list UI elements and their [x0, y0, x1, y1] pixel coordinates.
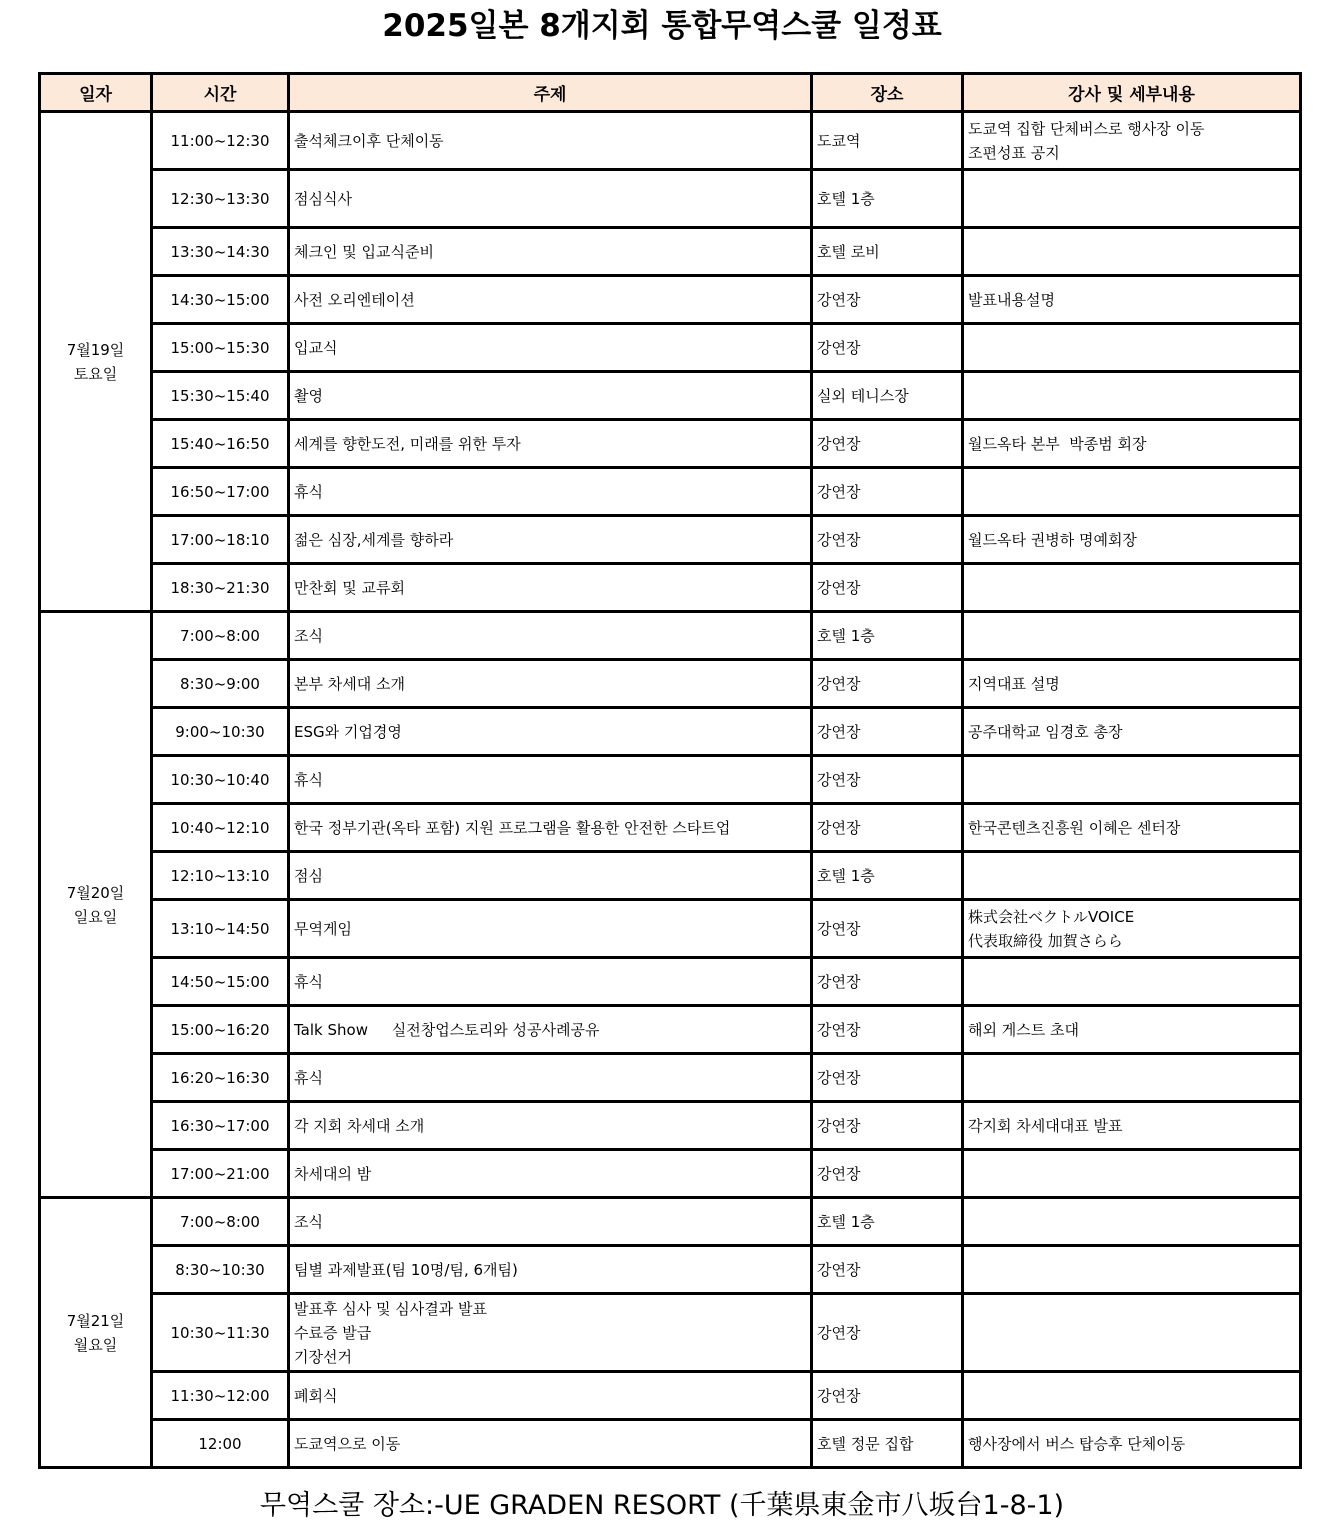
place-cell: 도쿄역 [812, 112, 963, 170]
table-row [40, 1102, 1301, 1150]
topic-text: 입교식 [294, 338, 338, 357]
topic-cell [289, 1198, 812, 1246]
place-cell: 호텔 1층 [812, 1198, 963, 1246]
date-cell [40, 612, 152, 1198]
detail-text: 공주대학교 임경호 총장 [968, 722, 1123, 741]
place-cell: 강연장 [812, 660, 963, 708]
place-cell: 강연장 [812, 276, 963, 324]
table-row [40, 804, 1301, 852]
table-row [40, 612, 1301, 660]
table-row [40, 468, 1301, 516]
place-cell: 강연장 [812, 1102, 963, 1150]
detail-cell [963, 228, 1301, 276]
detail-cell [963, 852, 1301, 900]
header-row [40, 74, 1301, 112]
topic-cell [289, 1054, 812, 1102]
detail-cell [963, 612, 1301, 660]
topic-cell [289, 276, 812, 324]
detail-text: 도쿄역 집합 단체버스로 행사장 이동 [968, 119, 1205, 138]
table-row [40, 1198, 1301, 1246]
table-row [40, 1246, 1301, 1294]
topic-text: 본부 차세대 소개 [294, 674, 405, 693]
topic-cell [289, 1246, 812, 1294]
place-cell: 강연장 [812, 1294, 963, 1372]
detail-cell [963, 1420, 1301, 1468]
time-cell: 15:30~15:40 [152, 372, 289, 420]
place-cell: 호텔 1층 [812, 852, 963, 900]
place-cell: 호텔 로비 [812, 228, 963, 276]
table-row [40, 564, 1301, 612]
venue-footer: 무역스쿨 장소:-UE GRADEN RESORT (千葉県東金市八坂台1-8-1) [259, 1490, 1065, 1521]
time-cell: 10:40~12:10 [152, 804, 289, 852]
time-cell: 11:30~12:00 [152, 1372, 289, 1420]
topic-cell [289, 228, 812, 276]
topic-cell [289, 1102, 812, 1150]
detail-cell [963, 372, 1301, 420]
place-cell: 강연장 [812, 564, 963, 612]
topic-cell [289, 708, 812, 756]
page-title: 2025일본 8개지회 통합무역스쿨 일정표 [382, 8, 942, 44]
topic-text: 조식 [294, 626, 323, 645]
detail-text: 한국콘텐츠진흥원 이혜은 센터장 [968, 818, 1181, 837]
topic-text: 출석체크이후 단체이동 [294, 131, 444, 150]
detail-cell [963, 804, 1301, 852]
place-cell: 강연장 [812, 468, 963, 516]
detail-cell [963, 112, 1301, 170]
header-speaker: 강사 및 세부내용 [963, 74, 1301, 112]
header-topic: 주제 [289, 74, 812, 112]
topic-text: Talk Show 실전창업스토리와 성공사례공유 [294, 1020, 600, 1039]
detail-cell [963, 1198, 1301, 1246]
time-cell: 8:30~9:00 [152, 660, 289, 708]
table-row [40, 228, 1301, 276]
date-cell [40, 112, 152, 612]
time-cell: 10:30~10:40 [152, 756, 289, 804]
detail-cell [963, 516, 1301, 564]
topic-text: 휴식 [294, 1068, 323, 1087]
topic-text: 사전 오리엔테이션 [294, 290, 415, 309]
detail-cell [963, 420, 1301, 468]
time-cell: 15:40~16:50 [152, 420, 289, 468]
date-label: 7월21일 [66, 1311, 125, 1330]
topic-cell [289, 564, 812, 612]
place-cell: 강연장 [812, 516, 963, 564]
time-cell: 12:30~13:30 [152, 170, 289, 228]
detail-cell [963, 1246, 1301, 1294]
time-cell: 11:00~12:30 [152, 112, 289, 170]
table-row [40, 420, 1301, 468]
place-cell: 강연장 [812, 804, 963, 852]
topic-text: 도쿄역으로 이동 [294, 1434, 401, 1453]
detail-text: 월드옥타 권병하 명예회장 [968, 530, 1137, 549]
place-cell: 강연장 [812, 900, 963, 958]
place-cell: 실외 테니스장 [812, 372, 963, 420]
detail-cell [963, 468, 1301, 516]
table-row [40, 1054, 1301, 1102]
detail-cell [963, 564, 1301, 612]
detail-cell [963, 958, 1301, 1006]
table-row [40, 372, 1301, 420]
detail-cell [963, 900, 1301, 958]
time-cell: 17:00~21:00 [152, 1150, 289, 1198]
topic-cell [289, 170, 812, 228]
topic-cell [289, 112, 812, 170]
topic-cell [289, 1372, 812, 1420]
place-cell: 강연장 [812, 324, 963, 372]
topic-text: 체크인 및 입교식준비 [294, 242, 434, 261]
detail-text: 행사장에서 버스 탑승후 단체이동 [968, 1434, 1186, 1453]
topic-cell [289, 324, 812, 372]
time-cell: 15:00~15:30 [152, 324, 289, 372]
time-cell: 12:00 [152, 1420, 289, 1468]
place-cell: 강연장 [812, 756, 963, 804]
time-cell: 9:00~10:30 [152, 708, 289, 756]
detail-cell [963, 1294, 1301, 1372]
topic-text: 젊은 심장,세계를 향하라 [294, 530, 454, 549]
date-label: 7월20일 [66, 883, 125, 902]
topic-text: 촬영 [294, 386, 323, 405]
topic-text: 팀별 과제발표(팀 10명/팀, 6개팀) [294, 1260, 518, 1279]
table-row [40, 1420, 1301, 1468]
topic-text: 세계를 향한도전, 미래를 위한 투자 [294, 434, 521, 453]
place-cell: 강연장 [812, 1246, 963, 1294]
detail-text: 조편성표 공지 [968, 143, 1060, 162]
time-cell: 14:50~15:00 [152, 958, 289, 1006]
place-cell: 호텔 1층 [812, 170, 963, 228]
date-label: 7월19일 [66, 340, 125, 359]
schedule-table [38, 72, 1302, 1469]
table-row [40, 276, 1301, 324]
topic-cell [289, 1006, 812, 1054]
time-cell: 18:30~21:30 [152, 564, 289, 612]
topic-cell [289, 420, 812, 468]
topic-text: 폐회식 [294, 1386, 338, 1405]
time-cell: 7:00~8:00 [152, 1198, 289, 1246]
detail-text: 지역대표 설명 [968, 674, 1060, 693]
detail-text: 株式会社ベクトルVOICE [968, 907, 1135, 926]
topic-text: 만찬회 및 교류회 [294, 578, 405, 597]
detail-cell [963, 756, 1301, 804]
detail-cell [963, 708, 1301, 756]
time-cell: 7:00~8:00 [152, 612, 289, 660]
detail-cell [963, 1102, 1301, 1150]
topic-cell [289, 756, 812, 804]
topic-text: 휴식 [294, 972, 323, 991]
detail-cell [963, 170, 1301, 228]
topic-text: 조식 [294, 1212, 323, 1231]
detail-cell [963, 1054, 1301, 1102]
table-row [40, 324, 1301, 372]
place-cell: 강연장 [812, 1150, 963, 1198]
topic-cell [289, 660, 812, 708]
table-row [40, 958, 1301, 1006]
time-cell: 12:10~13:10 [152, 852, 289, 900]
detail-cell [963, 1150, 1301, 1198]
time-cell: 14:30~15:00 [152, 276, 289, 324]
time-cell: 13:30~14:30 [152, 228, 289, 276]
place-cell: 강연장 [812, 1054, 963, 1102]
time-cell: 17:00~18:10 [152, 516, 289, 564]
detail-text: 代表取締役 加賀さらら [968, 931, 1123, 950]
table-row [40, 756, 1301, 804]
detail-text: 발표내용설명 [968, 290, 1055, 309]
topic-cell [289, 900, 812, 958]
weekday-label: 월요일 [73, 1335, 118, 1354]
topic-text: 점심 [294, 866, 323, 885]
topic-text: 각 지회 차세대 소개 [294, 1116, 425, 1135]
detail-text: 해외 게스트 초대 [968, 1020, 1079, 1039]
place-cell: 강연장 [812, 420, 963, 468]
weekday-label: 토요일 [73, 364, 118, 383]
header-time: 시간 [152, 74, 289, 112]
schedule-body [40, 112, 1301, 1468]
topic-text: 차세대의 밤 [294, 1164, 372, 1183]
topic-cell [289, 958, 812, 1006]
detail-cell [963, 276, 1301, 324]
detail-cell [963, 1006, 1301, 1054]
topic-cell [289, 1420, 812, 1468]
place-cell: 호텔 정문 집합 [812, 1420, 963, 1468]
topic-cell [289, 852, 812, 900]
topic-text: 점심식사 [294, 189, 352, 208]
topic-text: 무역게임 [294, 919, 352, 938]
table-row [40, 1372, 1301, 1420]
topic-cell [289, 372, 812, 420]
time-cell: 10:30~11:30 [152, 1294, 289, 1372]
topic-cell [289, 804, 812, 852]
table-row [40, 660, 1301, 708]
topic-cell [289, 468, 812, 516]
detail-text: 월드옥타 본부 박종범 회장 [968, 434, 1147, 453]
table-row [40, 112, 1301, 170]
place-cell: 호텔 1층 [812, 612, 963, 660]
place-cell: 강연장 [812, 958, 963, 1006]
table-row [40, 516, 1301, 564]
time-cell: 13:10~14:50 [152, 900, 289, 958]
table-row [40, 1294, 1301, 1372]
detail-cell [963, 660, 1301, 708]
detail-cell [963, 1372, 1301, 1420]
table-row [40, 1006, 1301, 1054]
time-cell: 16:20~16:30 [152, 1054, 289, 1102]
time-cell: 16:50~17:00 [152, 468, 289, 516]
topic-cell [289, 516, 812, 564]
topic-cell [289, 612, 812, 660]
table-row [40, 170, 1301, 228]
time-cell: 16:30~17:00 [152, 1102, 289, 1150]
time-cell: 15:00~16:20 [152, 1006, 289, 1054]
topic-text: 휴식 [294, 482, 323, 501]
header-place: 장소 [812, 74, 963, 112]
table-row [40, 900, 1301, 958]
place-cell: 강연장 [812, 1006, 963, 1054]
header-date: 일자 [40, 74, 152, 112]
topic-text: 휴식 [294, 770, 323, 789]
detail-cell [963, 324, 1301, 372]
place-cell: 강연장 [812, 1372, 963, 1420]
place-cell: 강연장 [812, 708, 963, 756]
table-row [40, 708, 1301, 756]
detail-text: 각지회 차세대대표 발표 [968, 1116, 1123, 1135]
topic-text: 한국 정부기관(옥타 포함) 지원 프로그램을 활용한 안전한 스타트업 [294, 818, 731, 837]
topic-text: 수료증 발급 [294, 1323, 372, 1342]
date-cell [40, 1198, 152, 1468]
time-cell: 8:30~10:30 [152, 1246, 289, 1294]
table-row [40, 1150, 1301, 1198]
topic-text: ESG와 기업경영 [294, 722, 402, 741]
topic-cell [289, 1294, 812, 1372]
table-row [40, 852, 1301, 900]
topic-cell [289, 1150, 812, 1198]
topic-text: 발표후 심사 및 심사결과 발표 [294, 1299, 487, 1318]
weekday-label: 일요일 [73, 907, 118, 926]
topic-text: 기장선거 [294, 1347, 352, 1366]
